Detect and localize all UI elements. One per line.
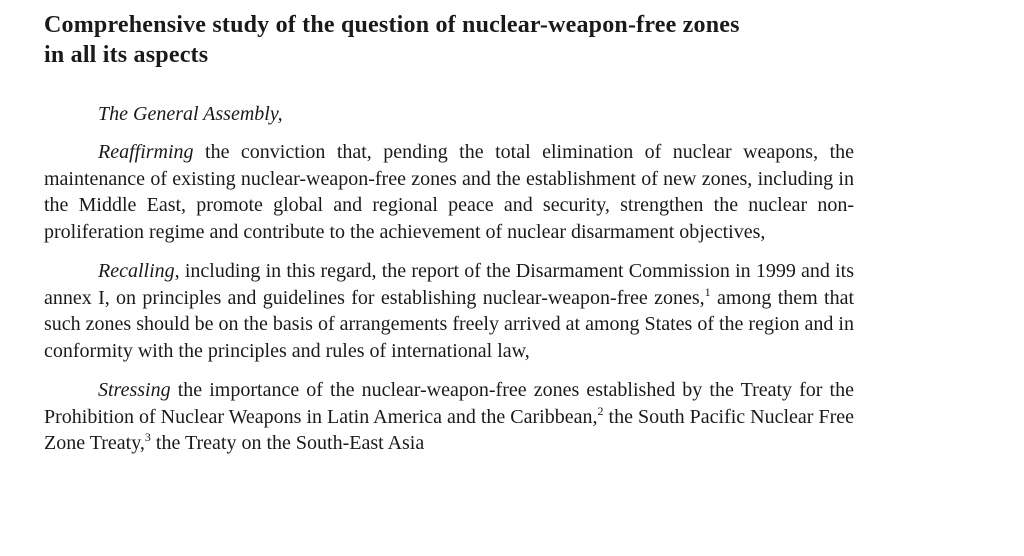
paragraph-body: the South Pacific Nuclear Free Zone Treaty, xyxy=(44,405,855,454)
footnote-marker: 1 xyxy=(704,284,711,299)
paragraph-body: the Treaty on the South-East Asia xyxy=(150,432,425,454)
paragraph-lead: Recalling xyxy=(98,260,175,282)
paragraph-body: among them that such zones should be on the basis of arrangements freely arrived at among States of the region and in conformity with the principles and rules of international law, xyxy=(44,286,854,362)
paragraph-body: , including in this regard, the report of the Disarmament Commission in 1999 and its annex I, on principles and guidelines for establishing nuclear-weapon-free zones, xyxy=(44,260,854,309)
paragraph-reaffirming xyxy=(44,139,854,245)
title-line-2: in all its aspects xyxy=(44,42,209,68)
paragraph-recalling xyxy=(44,258,854,364)
paragraph-stressing xyxy=(44,377,854,457)
document-title xyxy=(44,10,854,70)
footnote-marker: 2 xyxy=(597,403,604,418)
paragraph-body: the importance of the nuclear-weapon-free zones established by the Treaty for the Prohibition of Nuclear Weapons in Latin America and the Caribbean, xyxy=(44,379,854,428)
footnote-marker: 3 xyxy=(144,430,151,444)
title-line-1: Comprehensive study of the question of nuclear-weapon-free zones xyxy=(44,12,740,38)
document-page xyxy=(44,10,854,457)
paragraph-lead: Reaffirming xyxy=(98,141,194,163)
paragraph-body: the conviction that, pending the total elimination of nuclear weapons, the maintenance of existing nuclear-weapon-free zones and the establishment of new zones, including in the Middle East, promote global and regional peace and security, strengthen the nuclear non-proliferation regime and contribute to the achievement of nuclear disarmament objectives, xyxy=(44,141,854,243)
paragraph-lead: Stressing xyxy=(98,379,171,401)
intro-text: The General Assembly, xyxy=(98,103,283,125)
